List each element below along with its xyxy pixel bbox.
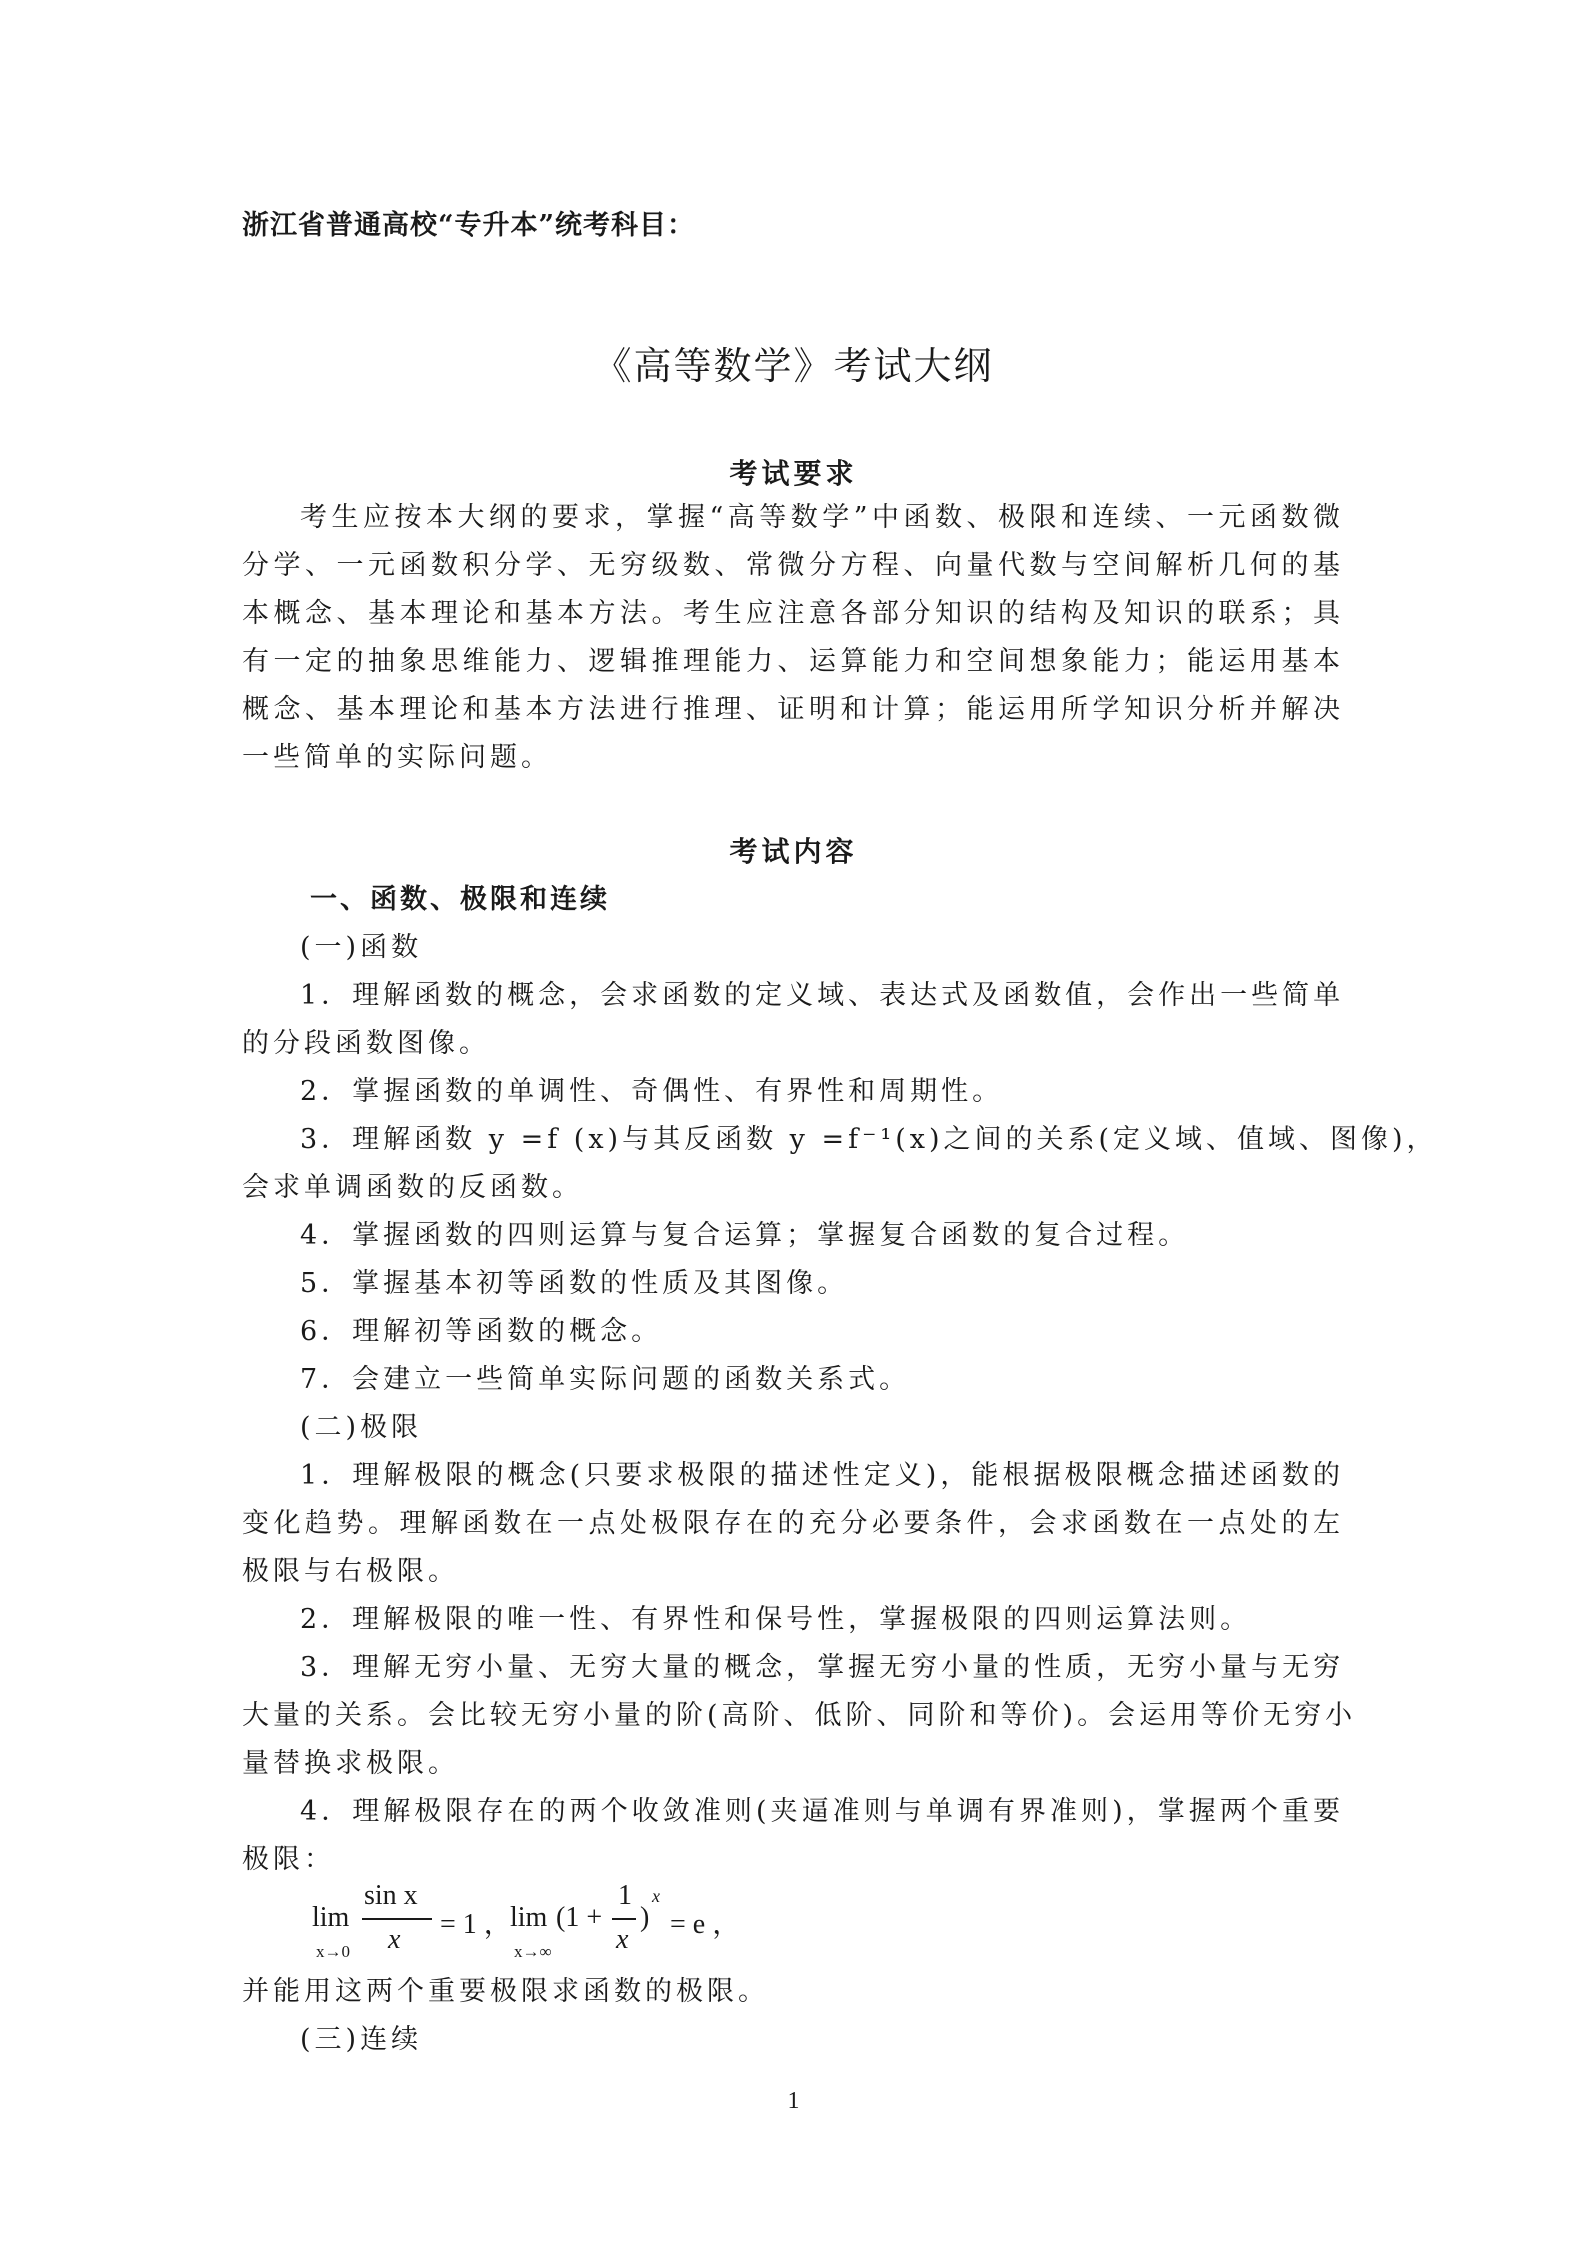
list-item: 2．理解极限的唯一性、有界性和保号性，掌握极限的四则运算法则。 (300, 1604, 1252, 1635)
fraction-numerator: 1 (618, 1880, 632, 1911)
section-title: (三)连续 (300, 2024, 423, 2055)
list-item: 7．会建立一些简单实际问题的函数关系式。 (300, 1364, 911, 1395)
list-item: 6．理解初等函数的概念。 (300, 1316, 663, 1347)
exponent: x (652, 1886, 660, 1906)
limit-expression: ) (640, 1902, 650, 1933)
fraction-bar (362, 1918, 432, 1920)
page-number: 1 (787, 2088, 800, 2114)
list-item: 4．理解极限存在的两个收敛准则(夹逼准则与单调有界准则)，掌握两个重要 (300, 1796, 1344, 1827)
list-item: 2．掌握函数的单调性、奇偶性、有界性和周期性。 (300, 1076, 1004, 1107)
equals-one: = 1 ， (440, 1909, 512, 1940)
fraction-bar (612, 1918, 636, 1920)
lim-operator: lim (312, 1902, 350, 1933)
list-item: 4．掌握函数的四则运算与复合运算；掌握复合函数的复合过程。 (300, 1220, 1190, 1251)
list-item: 3．理解无穷小量、无穷大量的概念，掌握无穷小量的性质，无穷小量与无穷 (300, 1652, 1345, 1683)
fraction-denominator: x (388, 1924, 401, 1955)
section-title: (一)函数 (300, 932, 423, 963)
fraction-numerator: sin x (364, 1880, 418, 1911)
fraction-denominator: x (616, 1924, 629, 1955)
lim-subscript: x→0 (316, 1942, 350, 1961)
requirements-line: 一些简单的实际问题。 (242, 742, 552, 773)
list-item: 变化趋势。理解函数在一点处极限存在的充分必要条件，会求函数在一点处的左 (242, 1508, 1344, 1539)
document-title: 《高等数学》考试大纲 (593, 344, 994, 388)
lim-subscript: x→∞ (514, 1942, 552, 1961)
chapter-title: 一、函数、极限和连续 (310, 884, 610, 915)
requirements-line: 有一定的抽象思维能力、逻辑推理能力、运算能力和空间想象能力；能运用基本 (242, 646, 1344, 677)
important-limits-formula (312, 1880, 912, 1960)
requirements-line: 分学、一元函数积分学、无穷级数、常微分方程、向量代数与空间解析几何的基 (242, 550, 1344, 581)
section-title: (二)极限 (300, 1412, 423, 1443)
content-heading: 考试内容 (729, 835, 858, 868)
list-item: 的分段函数图像。 (242, 1028, 490, 1059)
list-item: 极限： (242, 1844, 335, 1875)
equals-e: = e ， (670, 1909, 741, 1940)
list-item: 3．理解函数 y =f (x)与其反函数 y =f⁻¹(x)之间的关系(定义域、值域、图像)， (300, 1124, 1438, 1155)
list-item: 并能用这两个重要极限求函数的极限。 (242, 1976, 769, 2007)
requirements-line: 本概念、基本理论和基本方法。考生应注意各部分知识的结构及知识的联系；具 (242, 598, 1344, 629)
requirements-heading: 考试要求 (729, 457, 858, 490)
list-item: 1．理解极限的概念(只要求极限的描述性定义)，能根据极限概念描述函数的 (300, 1460, 1344, 1491)
subject-header: 浙江省普通高校“专升本”统考科目： (242, 210, 696, 241)
list-item: 大量的关系。会比较无穷小量的阶(高阶、低阶、同阶和等价)。会运用等价无穷小 (242, 1700, 1357, 1731)
list-item: 会求单调函数的反函数。 (242, 1172, 583, 1203)
requirements-line: 概念、基本理论和基本方法进行推理、证明和计算；能运用所学知识分析并解决 (242, 694, 1344, 725)
list-item: 极限与右极限。 (242, 1556, 459, 1587)
list-item: 量替换求极限。 (242, 1748, 459, 1779)
lim-operator: lim (510, 1902, 548, 1933)
list-item: 1．理解函数的概念，会求函数的定义域、表达式及函数值，会作出一些简单 (300, 980, 1345, 1011)
list-item: 5．掌握基本初等函数的性质及其图像。 (300, 1268, 849, 1299)
requirements-line: 考生应按本大纲的要求，掌握“高等数学”中函数、极限和连续、一元函数微 (300, 502, 1344, 533)
limit-expression: (1 + (556, 1902, 603, 1933)
